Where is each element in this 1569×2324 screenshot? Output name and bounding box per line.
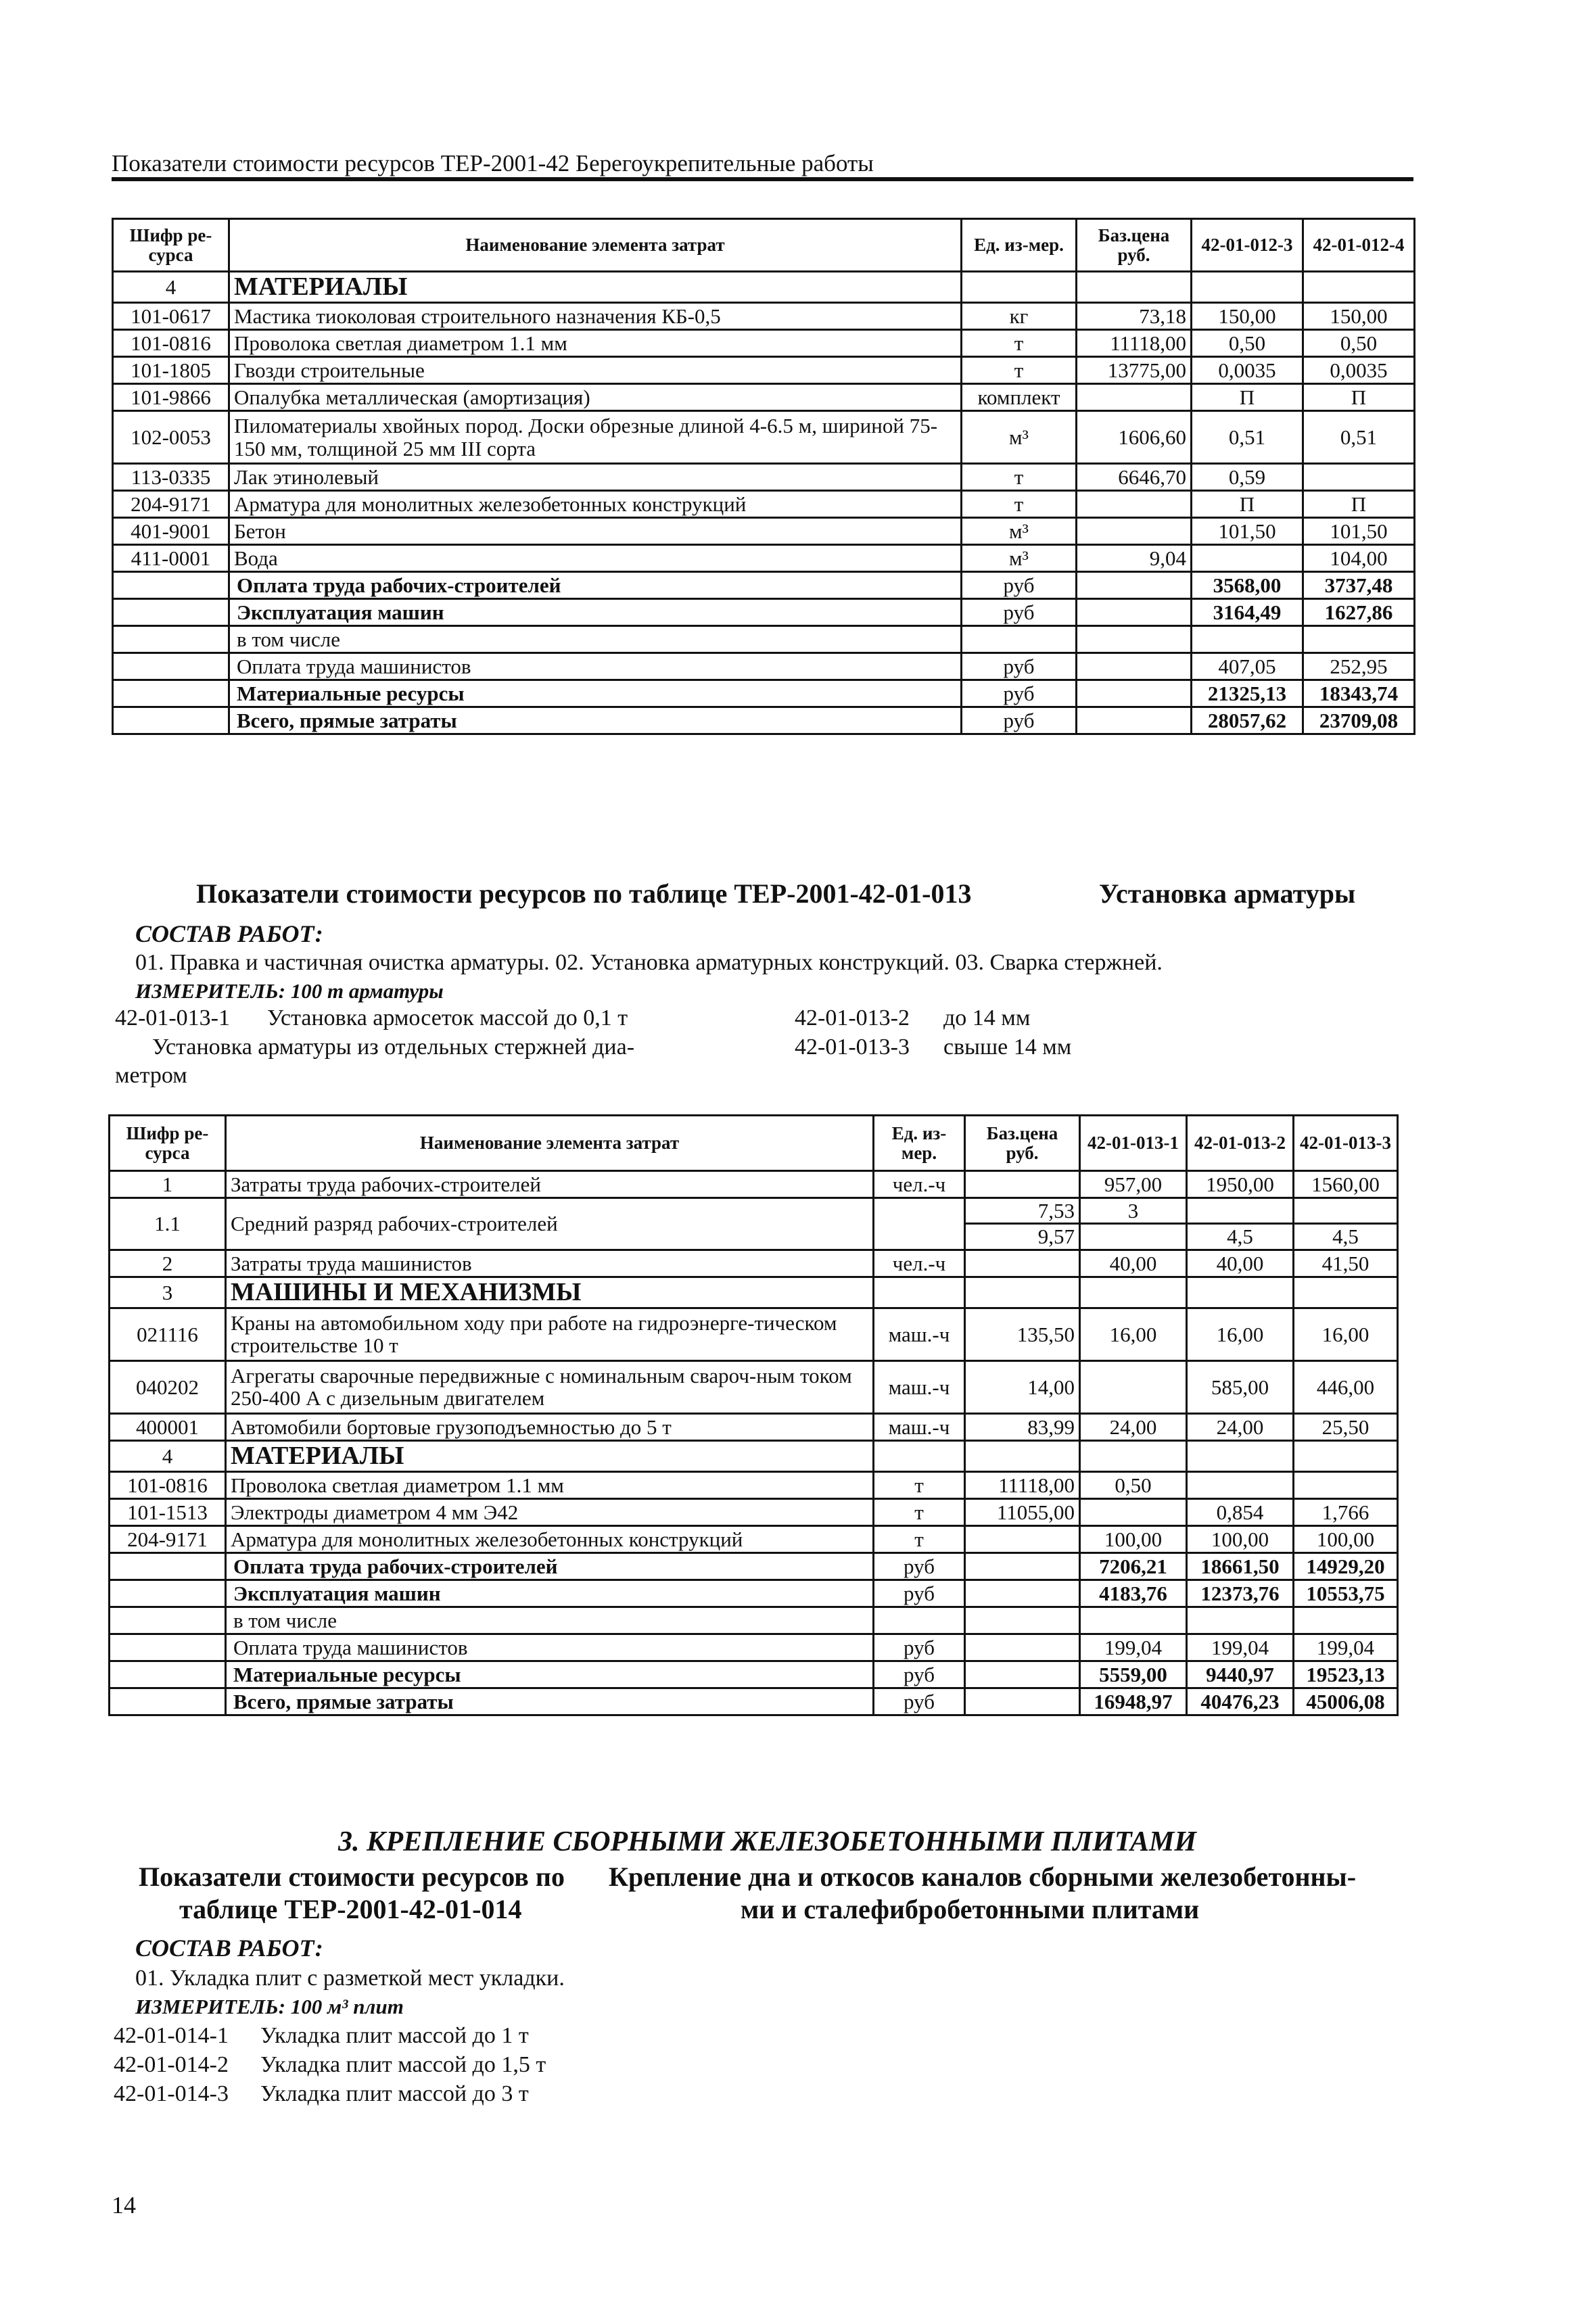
table-row (110, 1440, 1398, 1471)
cost-element-name: Оплата труда машинистов (229, 653, 962, 680)
norm-013-3: 19523,13 (1294, 1661, 1398, 1688)
section-title: таблице ТЕР-2001-42-01-014 (179, 1894, 522, 1924)
table-row (113, 357, 1415, 384)
col-header-norm-1: 42-01-012-3 (1192, 219, 1303, 272)
cost-element-name: Арматура для монолитных железобетонных конструкций (226, 1526, 874, 1553)
col-header-code: Шифр ре-сурса (110, 1116, 226, 1171)
table-row (113, 272, 1415, 303)
unit-of-measure: маш.-ч (874, 1308, 965, 1360)
resource-code: 204-9171 (113, 491, 229, 518)
table-row (113, 330, 1415, 357)
norm-013-3 (1294, 1607, 1398, 1634)
norm-013-1: 0,50 (1080, 1472, 1187, 1499)
norm-012-3: П (1192, 384, 1303, 411)
resource-code (110, 1580, 226, 1607)
resource-code (113, 626, 229, 653)
cost-element-name: Автомобили бортовые грузоподъемностью до 5 т (226, 1413, 874, 1440)
work-composition-text: 01. Укладка плит с разметкой мест укладки. (135, 1966, 565, 1991)
cost-element-name: Всего, прямые затраты (229, 707, 962, 734)
header-rule (112, 177, 1413, 181)
unit-of-measure: руб (874, 1688, 965, 1715)
table-row (110, 1634, 1398, 1661)
item-description: до 14 мм (943, 1005, 1031, 1030)
item-description: Укладка плит массой до 1,5 т (260, 2052, 546, 2077)
norm-012-3: 3568,00 (1192, 572, 1303, 599)
resource-code: 021116 (110, 1308, 226, 1360)
col-header-norm-2: 42-01-013-2 (1187, 1116, 1294, 1171)
norm-012-3: 0,0035 (1192, 357, 1303, 384)
norm-012-3: 407,05 (1192, 653, 1303, 680)
norm-013-1: 24,00 (1080, 1413, 1187, 1440)
norm-012-4: 23709,08 (1303, 707, 1415, 734)
col-header-norm-2: 42-01-012-4 (1303, 219, 1415, 272)
base-price (965, 1526, 1080, 1553)
unit-of-measure (962, 272, 1077, 303)
norm-012-3: 150,00 (1192, 303, 1303, 330)
page-number: 14 (112, 2191, 136, 2219)
norm-013-1: 7206,21 (1080, 1553, 1187, 1580)
norm-013-1 (1080, 1499, 1187, 1526)
unit-of-measure (962, 626, 1077, 653)
table-row (110, 1472, 1398, 1499)
norm-012-4: П (1303, 384, 1415, 411)
resource-code (113, 653, 229, 680)
norm-013-3: 1560,00 (1294, 1171, 1398, 1198)
unit-of-measure (874, 1198, 965, 1250)
cost-element-name: Материальные ресурсы (229, 680, 962, 707)
table-row (110, 1277, 1398, 1308)
table-row (110, 1360, 1398, 1413)
norm-013-3: 10553,75 (1294, 1580, 1398, 1607)
table-row (113, 680, 1415, 707)
resource-code: 2 (110, 1250, 226, 1277)
table-row (110, 1198, 1398, 1224)
resource-code: 1 (110, 1171, 226, 1198)
norm-012-4: 252,95 (1303, 653, 1415, 680)
item-code: 42-01-014-2 (114, 2052, 229, 2077)
norm-013-2: 100,00 (1187, 1526, 1294, 1553)
norm-012-3: П (1192, 491, 1303, 518)
item-code: 42-01-013-3 (795, 1035, 910, 1060)
norm-012-3: 0,50 (1192, 330, 1303, 357)
base-price (965, 1440, 1080, 1471)
norm-013-3 (1294, 1472, 1398, 1499)
norm-013-2 (1187, 1277, 1294, 1308)
unit-of-measure: руб (962, 707, 1077, 734)
unit-of-measure (874, 1607, 965, 1634)
resource-code: 101-1805 (113, 357, 229, 384)
unit-of-measure: т (962, 464, 1077, 491)
table-row (113, 464, 1415, 491)
cost-element-name: Вода (229, 545, 962, 572)
col-header-norm-3: 42-01-013-3 (1294, 1116, 1398, 1171)
norm-012-3: 0,59 (1192, 464, 1303, 491)
norm-013-1: 199,04 (1080, 1634, 1187, 1661)
table-row (113, 653, 1415, 680)
resource-code (110, 1661, 226, 1688)
norm-013-3: 446,00 (1294, 1360, 1398, 1413)
cost-element-name: Бетон (229, 518, 962, 545)
norm-013-1: 16948,97 (1080, 1688, 1187, 1715)
norm-013-1 (1080, 1277, 1187, 1308)
cost-element-name: Электроды диаметром 4 мм Э42 (226, 1499, 874, 1526)
unit-of-measure: руб (962, 599, 1077, 626)
table-row (113, 518, 1415, 545)
running-header: Показатели стоимости ресурсов ТЕР-2001-42 Берегоукрепительные работы (112, 150, 874, 176)
base-price (1077, 680, 1192, 707)
measure-unit: ИЗМЕРИТЕЛЬ: 100 т арматуры (135, 979, 444, 1003)
resource-code: 102-0053 (113, 411, 229, 464)
item-description: Укладка плит массой до 1 т (260, 2023, 529, 2048)
unit-of-measure: чел.-ч (874, 1171, 965, 1198)
norm-012-4: 3737,48 (1303, 572, 1415, 599)
norm-013-2: 18661,50 (1187, 1553, 1294, 1580)
cost-element-name: Эксплуатация машин (229, 599, 962, 626)
section-title: Показатели стоимости ресурсов по (139, 1861, 565, 1892)
table-row (113, 707, 1415, 734)
base-price: 135,50 (965, 1308, 1080, 1360)
base-price (1077, 272, 1192, 303)
cost-element-name: Агрегаты сварочные передвижные с номинальным свароч-ным током 250-400 А с дизельным двигателем (226, 1360, 874, 1413)
table-row (110, 1688, 1398, 1715)
base-price (1077, 707, 1192, 734)
measure-unit: ИЗМЕРИТЕЛЬ: 100 м³ плит (135, 1995, 404, 2018)
norm-013-1: 3 (1080, 1198, 1187, 1224)
norm-012-4 (1303, 464, 1415, 491)
item-description: Укладка плит массой до 3 т (260, 2081, 529, 2106)
base-price (965, 1688, 1080, 1715)
base-price: 11055,00 (965, 1499, 1080, 1526)
unit-of-measure: руб (874, 1553, 965, 1580)
resource-code: 4 (113, 272, 229, 303)
norm-013-3: 45006,08 (1294, 1688, 1398, 1715)
norm-012-4: 18343,74 (1303, 680, 1415, 707)
cost-element-name: МАШИНЫ И МЕХАНИЗМЫ (226, 1277, 874, 1308)
resource-code: 101-0816 (110, 1472, 226, 1499)
resource-code: 040202 (110, 1360, 226, 1413)
base-price (1077, 653, 1192, 680)
table-row (110, 1499, 1398, 1526)
table-row (110, 1580, 1398, 1607)
resource-code: 101-0617 (113, 303, 229, 330)
norm-013-3 (1294, 1198, 1398, 1224)
resource-code (113, 572, 229, 599)
resource-code (113, 599, 229, 626)
norm-013-2 (1187, 1198, 1294, 1224)
resource-code: 3 (110, 1277, 226, 1308)
table-row (113, 384, 1415, 411)
norm-012-3 (1192, 626, 1303, 653)
unit-of-measure: руб (962, 572, 1077, 599)
norm-012-4: 0,50 (1303, 330, 1415, 357)
norm-013-1: 4183,76 (1080, 1580, 1187, 1607)
base-price (965, 1250, 1080, 1277)
base-price (1077, 491, 1192, 518)
unit-of-measure (874, 1440, 965, 1471)
norm-012-3 (1192, 545, 1303, 572)
base-price (965, 1661, 1080, 1688)
norm-012-4: 150,00 (1303, 303, 1415, 330)
norm-013-1 (1080, 1360, 1187, 1413)
norm-013-1 (1080, 1440, 1187, 1471)
item-code: 42-01-013-1 (115, 1005, 230, 1030)
base-price: 73,18 (1077, 303, 1192, 330)
norm-013-1: 100,00 (1080, 1526, 1187, 1553)
base-price (1077, 572, 1192, 599)
norm-012-4: 0,51 (1303, 411, 1415, 464)
norm-013-2: 199,04 (1187, 1634, 1294, 1661)
resource-code (113, 707, 229, 734)
cost-element-name: МАТЕРИАЛЫ (226, 1440, 874, 1471)
section-title: Показатели стоимости ресурсов по таблице ТЕР-2001-42-01-013 (196, 878, 972, 909)
section-subtitle: Установка арматуры (1099, 878, 1356, 909)
norm-012-3: 3164,49 (1192, 599, 1303, 626)
item-description: Установка арматуры из отдельных стержней диа- (152, 1035, 635, 1060)
chapter-heading: 3. КРЕПЛЕНИЕ СБОРНЫМИ ЖЕЛЕЗОБЕТОННЫМИ ПЛИТАМИ (338, 1826, 1197, 1857)
table-header-row (110, 1116, 1398, 1171)
norm-013-2: 585,00 (1187, 1360, 1294, 1413)
resource-table-013 (108, 1114, 1399, 1716)
table-row (110, 1661, 1398, 1688)
base-price: 11118,00 (965, 1472, 1080, 1499)
resource-code: 101-1513 (110, 1499, 226, 1526)
norm-012-4 (1303, 272, 1415, 303)
cost-element-name: Оплата труда рабочих-строителей (226, 1553, 874, 1580)
work-composition-heading: СОСТАВ РАБОТ: (135, 920, 323, 947)
base-price: 1606,60 (1077, 411, 1192, 464)
unit-of-measure: чел.-ч (874, 1250, 965, 1277)
unit-of-measure: кг (962, 303, 1077, 330)
resource-code: 400001 (110, 1413, 226, 1440)
norm-013-3 (1294, 1440, 1398, 1471)
base-price (1077, 384, 1192, 411)
table-row (113, 626, 1415, 653)
col-header-unit: Ед. из-мер. (962, 219, 1077, 272)
col-header-base-price: Баз.цена руб. (1077, 219, 1192, 272)
cost-element-name: Проволока светлая диаметром 1.1 мм (229, 330, 962, 357)
resource-table-012 (112, 218, 1415, 735)
cost-element-name: Эксплуатация машин (226, 1580, 874, 1607)
table-row (113, 411, 1415, 464)
col-header-name: Наименование элемента затрат (229, 219, 962, 272)
item-code: 42-01-014-1 (114, 2023, 229, 2048)
base-price: 14,00 (965, 1360, 1080, 1413)
norm-013-3 (1294, 1277, 1398, 1308)
item-description: свыше 14 мм (943, 1035, 1072, 1060)
unit-of-measure: маш.-ч (874, 1413, 965, 1440)
base-price (1077, 599, 1192, 626)
table-row (113, 491, 1415, 518)
resource-code: 401-9001 (113, 518, 229, 545)
unit-of-measure: руб (874, 1661, 965, 1688)
unit-of-measure: т (874, 1499, 965, 1526)
norm-013-3: 1,766 (1294, 1499, 1398, 1526)
resource-code (110, 1607, 226, 1634)
cost-element-name: Опалубка металлическая (амортизация) (229, 384, 962, 411)
unit-of-measure: комплект (962, 384, 1077, 411)
cost-element-name: Средний разряд рабочих-строителей (226, 1198, 874, 1250)
unit-of-measure: т (962, 357, 1077, 384)
table-row (110, 1607, 1398, 1634)
col-header-base-price: Баз.цена руб. (965, 1116, 1080, 1171)
table-row (110, 1171, 1398, 1198)
unit-of-measure: руб (874, 1580, 965, 1607)
cost-element-name: Материальные ресурсы (226, 1661, 874, 1688)
norm-013-3: 41,50 (1294, 1250, 1398, 1277)
unit-of-measure: маш.-ч (874, 1360, 965, 1413)
norm-013-2 (1187, 1472, 1294, 1499)
cost-element-name: Всего, прямые затраты (226, 1688, 874, 1715)
norm-013-3: 199,04 (1294, 1634, 1398, 1661)
base-price: 13775,00 (1077, 357, 1192, 384)
norm-012-3: 21325,13 (1192, 680, 1303, 707)
norm-012-4 (1303, 626, 1415, 653)
section-subtitle: Крепление дна и откосов каналов сборными железобетонны- (609, 1861, 1357, 1892)
resource-code (110, 1688, 226, 1715)
table-row (113, 572, 1415, 599)
norm-013-1: 16,00 (1080, 1308, 1187, 1360)
unit-of-measure: м³ (962, 518, 1077, 545)
cost-element-name: Оплата труда машинистов (226, 1634, 874, 1661)
col-header-name: Наименование элемента затрат (226, 1116, 874, 1171)
resource-code (113, 680, 229, 707)
norm-012-3: 28057,62 (1192, 707, 1303, 734)
norm-013-1 (1080, 1224, 1187, 1250)
norm-013-1: 5559,00 (1080, 1661, 1187, 1688)
cost-element-name: Краны на автомобильном ходу при работе на гидроэнерге-тическом строительстве 10 т (226, 1308, 874, 1360)
table-row (110, 1308, 1398, 1360)
norm-013-2: 16,00 (1187, 1308, 1294, 1360)
resource-code: 411-0001 (113, 545, 229, 572)
unit-of-measure: т (874, 1472, 965, 1499)
item-code: 42-01-014-3 (114, 2081, 229, 2106)
base-price: 83,99 (965, 1413, 1080, 1440)
unit-of-measure: т (962, 330, 1077, 357)
base-price (1077, 518, 1192, 545)
norm-013-2: 12373,76 (1187, 1580, 1294, 1607)
cost-element-name: Пиломатериалы хвойных пород. Доски обрезные длиной 4-6.5 м, шириной 75-150 мм, толщиной 25 мм III сорта (229, 411, 962, 464)
base-price (965, 1607, 1080, 1634)
base-price (965, 1171, 1080, 1198)
resource-code: 4 (110, 1440, 226, 1471)
unit-of-measure: м³ (962, 411, 1077, 464)
base-price (965, 1580, 1080, 1607)
base-price: 7,53 (965, 1198, 1080, 1224)
unit-of-measure: т (962, 491, 1077, 518)
base-price (965, 1553, 1080, 1580)
resource-code (110, 1553, 226, 1580)
resource-code: 101-0816 (113, 330, 229, 357)
norm-012-3: 0,51 (1192, 411, 1303, 464)
table-row (110, 1413, 1398, 1440)
table-row (113, 599, 1415, 626)
unit-of-measure: руб (962, 680, 1077, 707)
table-row (110, 1250, 1398, 1277)
norm-012-4: 1627,86 (1303, 599, 1415, 626)
norm-012-4: П (1303, 491, 1415, 518)
norm-013-2: 40,00 (1187, 1250, 1294, 1277)
norm-013-1: 957,00 (1080, 1171, 1187, 1198)
norm-013-1: 40,00 (1080, 1250, 1187, 1277)
base-price: 11118,00 (1077, 330, 1192, 357)
unit-of-measure (874, 1277, 965, 1308)
base-price: 9,57 (965, 1224, 1080, 1250)
work-composition-heading: СОСТАВ РАБОТ: (135, 1935, 323, 1962)
cost-element-name: Гвозди строительные (229, 357, 962, 384)
base-price (965, 1277, 1080, 1308)
section-subtitle: ми и сталефибробетонными плитами (741, 1894, 1200, 1924)
unit-of-measure: руб (874, 1634, 965, 1661)
table-row (113, 545, 1415, 572)
unit-of-measure: руб (962, 653, 1077, 680)
col-header-norm-1: 42-01-013-1 (1080, 1116, 1187, 1171)
norm-012-4: 101,50 (1303, 518, 1415, 545)
norm-012-4: 104,00 (1303, 545, 1415, 572)
norm-013-3: 25,50 (1294, 1413, 1398, 1440)
base-price: 9,04 (1077, 545, 1192, 572)
cost-element-name: в том числе (226, 1607, 874, 1634)
table-row (113, 303, 1415, 330)
norm-013-2: 4,5 (1187, 1224, 1294, 1250)
norm-013-2 (1187, 1607, 1294, 1634)
col-header-code: Шифр ре-сурса (113, 219, 229, 272)
cost-element-name: Арматура для монолитных железобетонных конструкций (229, 491, 962, 518)
norm-013-2: 24,00 (1187, 1413, 1294, 1440)
base-price (1077, 626, 1192, 653)
work-composition-text: 01. Правка и частичная очистка арматуры. 02. Установка арматурных конструкций. 03. Сварка стержней. (135, 950, 1163, 975)
unit-of-measure: т (874, 1526, 965, 1553)
resource-code: 113-0335 (113, 464, 229, 491)
base-price (965, 1634, 1080, 1661)
item-description: Установка армосеток массой до 0,1 т (267, 1005, 628, 1030)
norm-012-3: 101,50 (1192, 518, 1303, 545)
unit-of-measure: м³ (962, 545, 1077, 572)
cost-element-name: Мастика тиоколовая строительного назначения КБ-0,5 (229, 303, 962, 330)
norm-013-2: 9440,97 (1187, 1661, 1294, 1688)
cost-element-name: Затраты труда рабочих-строителей (226, 1171, 874, 1198)
table-row (110, 1553, 1398, 1580)
norm-012-4: 0,0035 (1303, 357, 1415, 384)
norm-013-3: 14929,20 (1294, 1553, 1398, 1580)
norm-012-3 (1192, 272, 1303, 303)
resource-code (110, 1634, 226, 1661)
norm-013-2 (1187, 1440, 1294, 1471)
norm-013-3: 4,5 (1294, 1224, 1398, 1250)
table-header-row (113, 219, 1415, 272)
norm-013-2: 40476,23 (1187, 1688, 1294, 1715)
resource-code: 204-9171 (110, 1526, 226, 1553)
norm-013-3: 100,00 (1294, 1526, 1398, 1553)
item-description: метром (115, 1063, 187, 1088)
cost-element-name: Оплата труда рабочих-строителей (229, 572, 962, 599)
table-row (110, 1526, 1398, 1553)
base-price: 6646,70 (1077, 464, 1192, 491)
cost-element-name: в том числе (229, 626, 962, 653)
resource-code: 1.1 (110, 1198, 226, 1250)
cost-element-name: МАТЕРИАЛЫ (229, 272, 962, 303)
norm-013-3: 16,00 (1294, 1308, 1398, 1360)
cost-element-name: Проволока светлая диаметром 1.1 мм (226, 1472, 874, 1499)
norm-013-2: 0,854 (1187, 1499, 1294, 1526)
cost-element-name: Лак этинолевый (229, 464, 962, 491)
cost-element-name: Затраты труда машинистов (226, 1250, 874, 1277)
resource-code: 101-9866 (113, 384, 229, 411)
norm-013-2: 1950,00 (1187, 1171, 1294, 1198)
norm-013-1 (1080, 1607, 1187, 1634)
col-header-unit: Ед. из-мер. (874, 1116, 965, 1171)
item-code: 42-01-013-2 (795, 1005, 910, 1030)
